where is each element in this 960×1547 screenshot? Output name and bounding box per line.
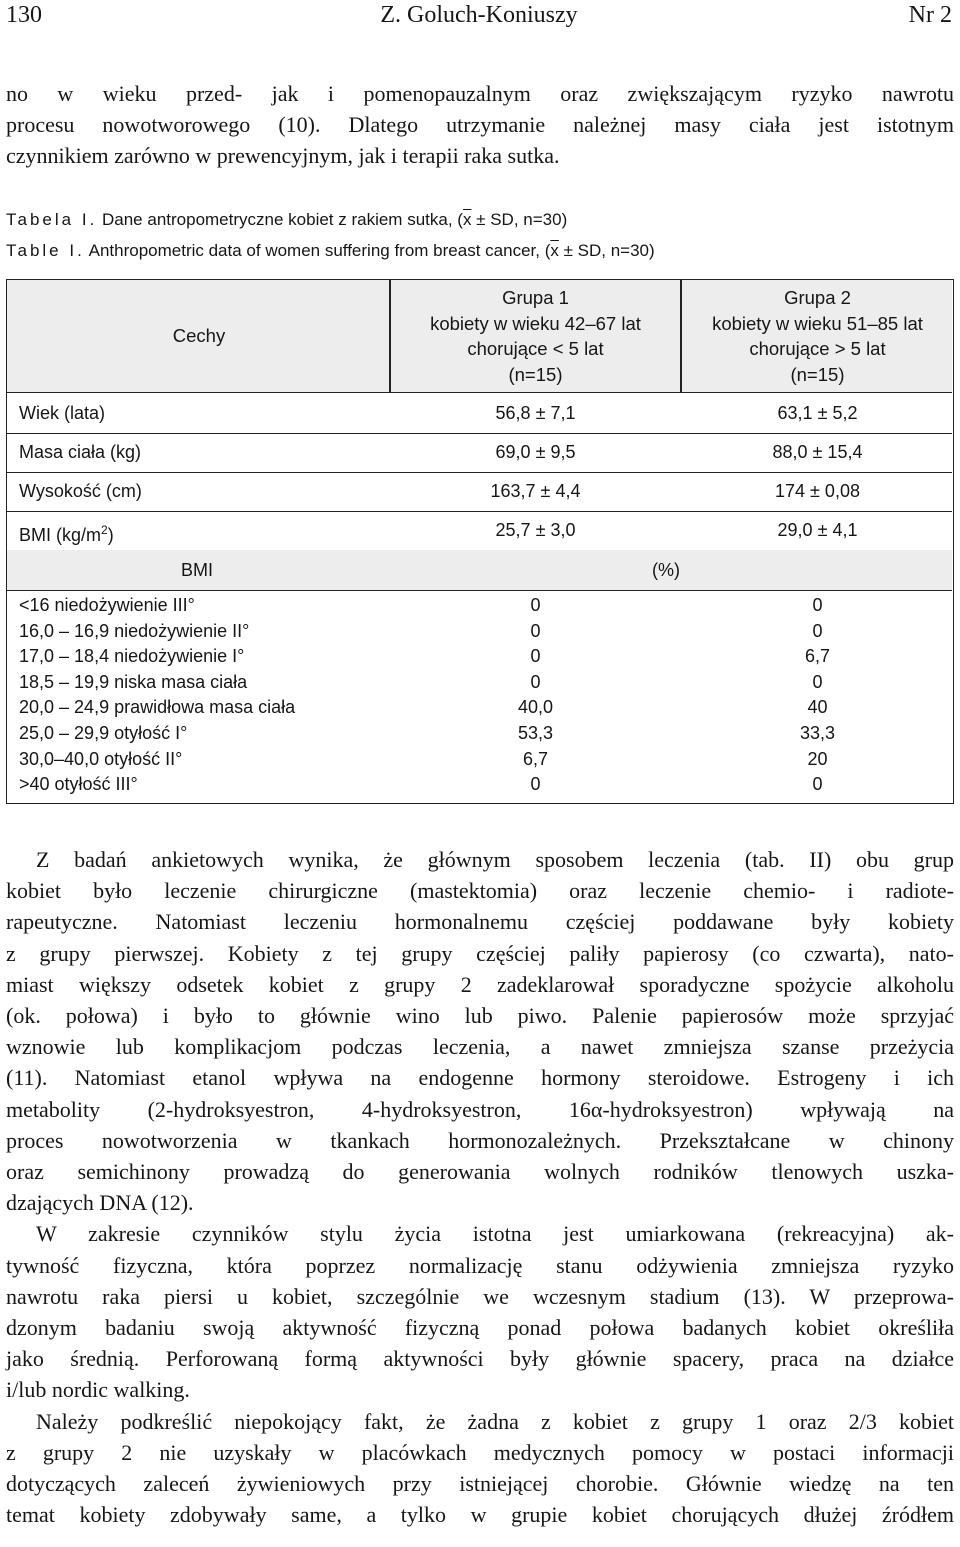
group-1-value: 25,7 ± 3,0 (495, 520, 576, 540)
page-number: 130 (6, 2, 42, 28)
bmi-category-list (7, 593, 952, 798)
text-line: Z badań ankietowych wynika, że głównym sposobem leczenia (tab. II) obu grup (36, 847, 954, 872)
group-2-value: 29,0 ± 4,1 (777, 520, 858, 540)
header-group-1 (391, 280, 680, 392)
group-2-percent: 40 (807, 697, 828, 718)
bmi-category: 20,0 – 24,9 prawidłowa masa ciała (19, 697, 296, 718)
intro-paragraph (6, 78, 954, 172)
group-2-percent: 0 (812, 774, 823, 795)
row-label: Masa ciała (kg) (19, 442, 142, 462)
bmi-section-header (7, 550, 952, 591)
text-line: wznowie lub komplikacjom podczas leczenia, a nawet zmniejsza szanse przeżycia (6, 1034, 954, 1060)
text-line: nawrotu raka piersi u kobiet, szczególnie we wczesnym stadium (13). W przeprowa- (6, 1283, 954, 1309)
group-2-value: 174 ± 0,08 (775, 481, 860, 501)
group-1-value: 163,7 ± 4,4 (490, 481, 581, 501)
table-caption-english (6, 241, 655, 261)
row-label: Wiek (lata) (19, 403, 106, 423)
running-head (6, 2, 952, 32)
bmi-category: <16 niedożywienie III° (19, 595, 195, 615)
text-line: proces nowotworzenia w tkankach hormonozależnych. Przekształcane w chinony (6, 1127, 954, 1153)
caption-suffix: ± SD, n=30) (471, 210, 568, 229)
group-2-value: 63,1 ± 5,2 (777, 403, 858, 423)
header-line: chorujące > 5 lat (749, 338, 886, 359)
header-line: kobiety w wieku 42–67 lat (430, 312, 641, 334)
group-1-percent: 6,7 (522, 748, 549, 769)
header-line: Grupa 1 (502, 287, 569, 308)
group-1-percent: 40,0 (517, 697, 554, 718)
caption-text: Anthropometric data of women suffering from breast cancer, ( (88, 241, 551, 260)
group-1-percent: 53,3 (517, 722, 554, 743)
text-line: tywność fizyczna, która poprzez normalizację stanu odżywienia zmniejsza ryzyko (6, 1252, 954, 1278)
text-line: rapeutyczne. Natomiast leczeniu hormonalnemu częściej poddawane były kobiety (6, 909, 954, 935)
text-line: procesu nowotworowego (10). Dlatego utrzymanie należnej masy ciała jest istotnym (6, 112, 954, 138)
row-label: Wysokość (cm) (19, 481, 142, 501)
caption-text: Dane antropometryczne kobiet z rakiem sutka, ( (102, 210, 463, 229)
text-line: z grupy 2 nie uzyskały w placówkach medycznych pomocy w postaci informacji (6, 1439, 954, 1465)
text-line: (ok. połowa) i było to głównie wino lub piwo. Palenie papierosów może sprzyjać (6, 1003, 954, 1029)
bmi-unit-close: ) (107, 525, 114, 545)
table-row (7, 393, 952, 434)
group-1-percent: 0 (530, 774, 541, 795)
text-line: Należy podkreślić niepokojący fakt, że żadna z kobiet z grupy 1 oraz 2/3 kobiet (36, 1408, 954, 1434)
mean-symbol: $\overline{x}$ (462, 210, 472, 229)
percent-label: (%) (652, 560, 680, 580)
bmi-category: >40 otyłość III° (19, 774, 138, 795)
bmi-row (7, 593, 952, 619)
text-line: W zakresie czynników stylu życia istotna jest umiarkowana (rekreacyjna) ak- (36, 1221, 954, 1247)
row-label (19, 510, 114, 555)
bmi-category: 16,0 – 16,9 niedożywienie II° (19, 620, 250, 641)
caption-label: Table I. (6, 241, 85, 260)
bmi-category: 18,5 – 19,9 niska masa ciała (19, 671, 248, 692)
author-name: Z. Goluch-Koniuszy (380, 2, 578, 28)
table-row (7, 510, 952, 551)
bmi-row (7, 670, 952, 696)
text-line: no w wieku przed- jak i pomenopauzalnym oraz zwiększającym ryzyko nawrotu (6, 81, 954, 106)
header-group-2 (683, 280, 952, 392)
mean-symbol: $\overline{x}$ (550, 241, 559, 260)
text-line: temat kobiety zdobywały same, a tylko w grupie kobiet chorujących dłużej źródłem (6, 1502, 954, 1528)
header-line: (n=15) (508, 363, 563, 385)
header-line: Grupa 2 (784, 287, 851, 308)
bmi-row (7, 747, 952, 773)
bmi-section-label: BMI (181, 560, 214, 580)
bmi-row (7, 619, 952, 645)
caption-suffix: ± SD, n=30) (558, 241, 655, 260)
superscript: 2 (101, 523, 108, 537)
header-line: (n=15) (790, 363, 845, 385)
text-line: miast większy odsetek kobiet z grupy 2 zadeklarował sporadyczne spożycie alkoholu (6, 971, 954, 997)
group-1-value: 56,8 ± 7,1 (495, 403, 576, 423)
text-line: z grupy pierwszej. Kobiety z tej grupy częściej paliły papierosy (co czwarta), nato- (6, 940, 954, 966)
column-divider (680, 280, 682, 392)
group-1-percent: 0 (530, 671, 541, 692)
bmi-category: 17,0 – 18,4 niedożywienie I° (19, 646, 245, 667)
text-line: czynnikiem zarówno w prewencyjnym, jak i terapii raka sutka. (6, 143, 560, 169)
text-line: oraz semichinony prowadzą do generowania wolnych rodników tlenowych uszka- (6, 1159, 954, 1185)
text-line: dzających DNA (12). (6, 1190, 194, 1216)
text-line: i/lub nordic walking. (6, 1377, 190, 1403)
table-caption-polish (6, 210, 567, 230)
header-features-label: Cechy (172, 325, 226, 347)
header-line: chorujące < 5 lat (467, 338, 604, 359)
header-features (7, 280, 391, 392)
group-1-percent: 0 (530, 620, 541, 641)
group-2-value: 88,0 ± 15,4 (772, 442, 863, 462)
group-2-percent: 0 (812, 671, 823, 692)
text-line: jako średnią. Perforowaną formą aktywności były głównie spacery, praca na działce (6, 1346, 954, 1372)
group-1-value: 69,0 ± 9,5 (495, 442, 576, 462)
group-2-percent: 6,7 (804, 646, 831, 667)
group-2-percent: 0 (812, 620, 823, 641)
header-line: kobiety w wieku 51–85 lat (712, 312, 923, 334)
bmi-unit-label: BMI (kg/m (19, 525, 102, 545)
group-1-percent: 0 (530, 646, 541, 667)
table-row (7, 471, 952, 512)
bmi-row (7, 695, 952, 721)
bmi-category: 30,0–40,0 otyłość II° (19, 748, 183, 769)
group-2-percent: 33,3 (799, 722, 836, 743)
group-2-percent: 0 (812, 595, 823, 615)
text-line: kobiet było leczenie chirurgiczne (mastektomia) oraz leczenie chemio- i radiote- (6, 878, 954, 904)
group-2-percent: 20 (807, 748, 828, 769)
anthropometric-table (6, 279, 954, 804)
text-line: dzonym badaniu swoją aktywność fizyczną ponad połowa badanych kobiet określiła (6, 1315, 954, 1341)
text-line: metabolity (2-hydroksyestron, 4-hydroksyestron, 16α-hydroksyestron) wpływają na (6, 1096, 954, 1122)
caption-label: Tabela I. (6, 210, 98, 229)
table-row (7, 432, 952, 473)
body-text (6, 844, 954, 1530)
issue-number: Nr 2 (908, 2, 952, 28)
group-1-percent: 0 (530, 595, 541, 615)
text-line: dotyczących zaleceń żywieniowych przy istniejącej chorobie. Głównie wiedzę na ten (6, 1471, 954, 1497)
bmi-category: 25,0 – 29,9 otyłość I° (19, 722, 188, 743)
bmi-row (7, 721, 952, 747)
table-header (7, 280, 952, 393)
bmi-row (7, 772, 952, 798)
text-line: (11). Natomiast etanol wpływa na endogenne hormony steroidowe. Estrogeny i ich (6, 1065, 954, 1091)
bmi-row (7, 644, 952, 670)
